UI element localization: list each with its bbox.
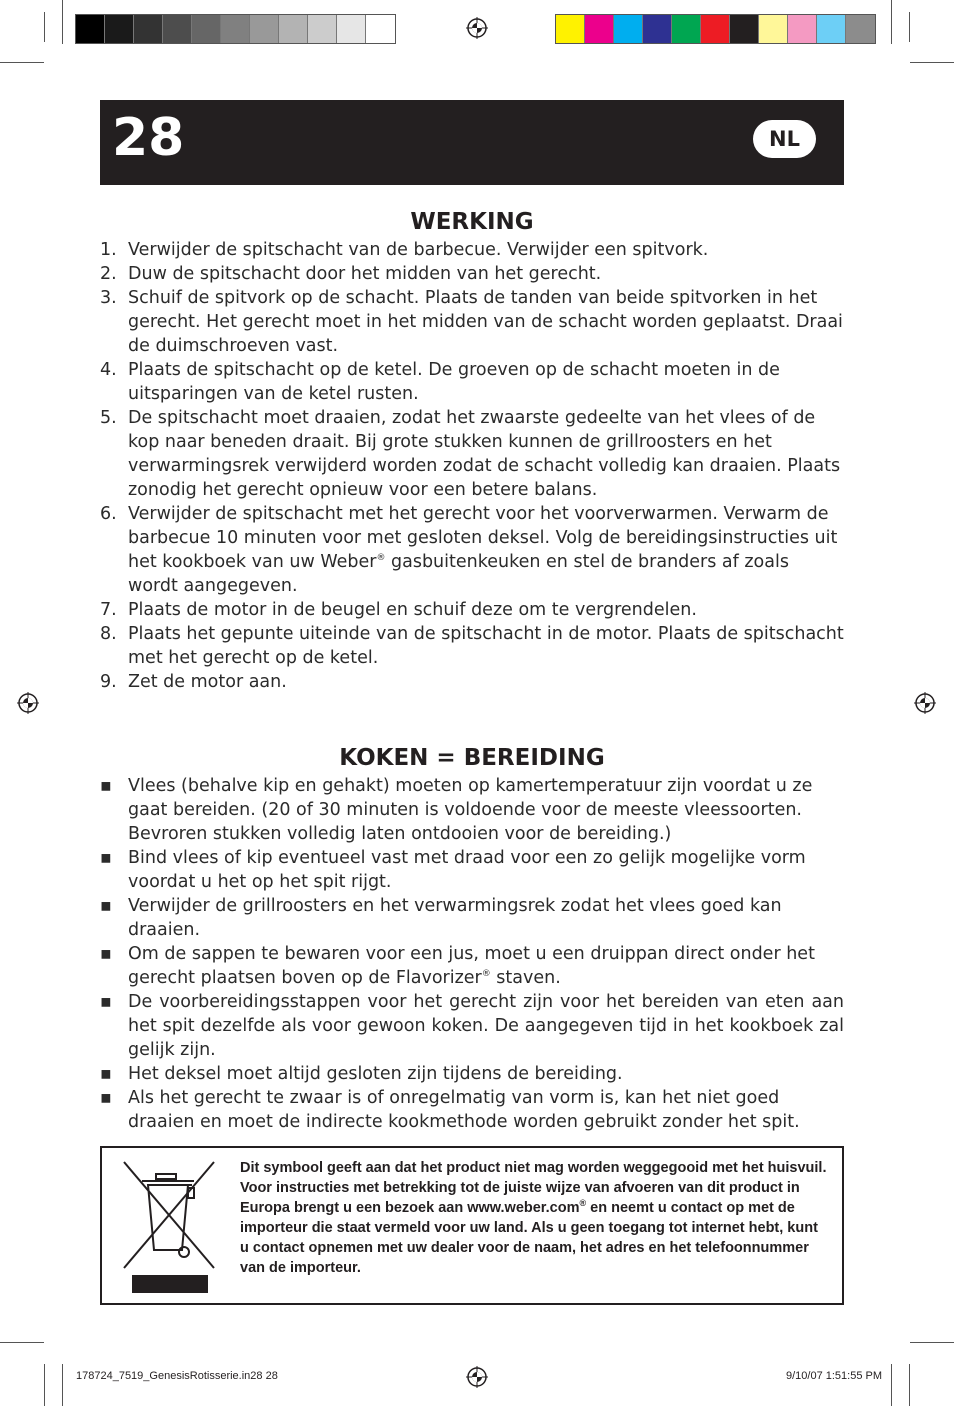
list-item: 7. Plaats de motor in de beugel en schuif deze om te vergrendelen. xyxy=(100,600,697,620)
crop-mark xyxy=(910,1342,954,1343)
color-swatch xyxy=(817,15,846,43)
color-swatch xyxy=(250,15,279,43)
registration-mark-icon xyxy=(17,692,39,714)
list-item: ▪ Bind vlees of kip eventueel vast met draad voor een zo gelijk mogelijke vorm voordat u het op het spit rijgt. xyxy=(100,848,806,892)
page-number: 28 xyxy=(112,108,185,168)
list-item: ▪ Vlees (behalve kip en gehakt) moeten op kamertemperatuur zijn voordat u ze gaat bereiden. (20 of 30 minuten is voldoende voor de meeste vleessoorten. Bevroren stukken volledig laten ontdooien voor de bereiding.) xyxy=(100,776,813,844)
color-swatch xyxy=(76,15,105,43)
list-item: 2. Duw de spitschacht door het midden van het gerecht. xyxy=(100,264,602,284)
list-item: 6. Verwijder de spitschacht met het gerecht voor het voorverwarmen. Verwarm de barbecue 10 minuten voor met gesloten deksel. Volg de bereidingsinstructies uit het kookboek van uw Weber® gasbuitenkeuken en stel de branders af zoals wordt aangegeven. xyxy=(100,504,838,596)
section-title-koken: KOKEN = BEREIDING xyxy=(339,745,605,771)
process-color-bar xyxy=(555,14,876,44)
list-item: 3. Schuif de spitvork op de schacht. Plaats de tanden van beide spitvorken in het gerecht. Het gerecht moet in het midden van de schacht worden geplaatst. Draai de duimschroeven vast. xyxy=(100,288,843,356)
werking-steps-list xyxy=(100,238,844,694)
crop-mark xyxy=(909,12,910,42)
color-swatch xyxy=(846,15,875,43)
color-swatch xyxy=(163,15,192,43)
color-swatch xyxy=(788,15,817,43)
list-item: ▪ De voorbereidingsstappen voor het gerecht zijn voor het bereiden van eten aan het spit dezelfde als voor gewoon koken. De aangegeven tijd in het kookboek zal gelijk zijn. xyxy=(100,992,844,1060)
crop-mark xyxy=(0,1342,44,1343)
color-swatch xyxy=(759,15,788,43)
list-item: ▪ Het deksel moet altijd gesloten zijn tijdens de bereiding. xyxy=(100,1064,623,1084)
color-swatch xyxy=(701,15,730,43)
color-swatch xyxy=(105,15,134,43)
color-swatch xyxy=(366,15,395,43)
language-badge: NL xyxy=(753,120,816,158)
crop-mark xyxy=(62,0,63,44)
color-swatch xyxy=(279,15,308,43)
crop-mark xyxy=(891,0,892,44)
color-swatch xyxy=(308,15,337,43)
list-item: ▪ Om de sappen te bewaren voor een jus, moet u een druippan direct onder het gerecht plaatsen boven op de Flavorizer® staven. xyxy=(100,944,815,988)
crop-mark xyxy=(910,62,954,63)
color-swatch xyxy=(730,15,759,43)
list-item: 1. Verwijder de spitschacht van de barbecue. Verwijder een spitvork. xyxy=(100,240,709,260)
crossed-out-wheelie-bin-icon xyxy=(122,1160,216,1295)
color-swatch xyxy=(337,15,366,43)
color-swatch xyxy=(672,15,701,43)
registration-mark-icon xyxy=(466,17,488,39)
disposal-notice-text: Dit symbool geeft aan dat het product niet mag worden weggegooid met het huisvuil. Voor instructies met betrekking tot de juiste wijze van afvoeren van dit product in Europa brengt u een bezoek aan www.weber.com® en neemt u contact op met de importeur die staat vermeld voor uw land. Als u geen toegang tot internet hebt, kunt u contact opnemen met uw dealer voor de naam, het adres en het telefoonnummer van de importeur. xyxy=(240,1160,827,1276)
crop-mark xyxy=(909,1364,910,1406)
disposal-notice-box xyxy=(100,1146,844,1305)
color-swatch xyxy=(556,15,585,43)
list-item: 8. Plaats het gepunte uiteinde van de spitschacht in de motor. Plaats de spitschacht met het gerecht op de ketel. xyxy=(100,624,844,668)
registration-mark-icon xyxy=(914,692,936,714)
grayscale-color-bar xyxy=(75,14,396,44)
color-swatch xyxy=(614,15,643,43)
color-swatch xyxy=(221,15,250,43)
footer-file-name: 178724_7519_GenesisRotisserie.in28 28 xyxy=(76,1370,278,1382)
koken-bullet-list xyxy=(100,774,844,1134)
crop-mark xyxy=(44,12,45,42)
footer-timestamp: 9/10/07 1:51:55 PM xyxy=(785,1370,882,1382)
list-item: 5. De spitschacht moet draaien, zodat het zwaarste gedeelte van het vlees of de kop naar beneden draait. Bij grote stukken kunnen de grillroosters en het verwarmingsrek verwijderd worden zodat de schacht volledig kan draaien. Plaats zonodig het gerecht opnieuw voor een betere balans. xyxy=(100,408,841,500)
crop-mark xyxy=(44,1364,45,1406)
list-item: ▪ Als het gerecht te zwaar is of onregelmatig van vorm is, kan het niet goed draaien en moet de indirecte kookmethode worden gebruikt zonder het spit. xyxy=(100,1088,800,1132)
list-item: 9. Zet de motor aan. xyxy=(100,672,287,692)
registration-mark-icon xyxy=(466,1366,488,1388)
section-title-werking: WERKING xyxy=(410,209,534,235)
color-swatch xyxy=(585,15,614,43)
crop-mark xyxy=(62,1364,63,1406)
list-item: 4. Plaats de spitschacht op de ketel. De groeven op de schacht moeten in de uitsparingen van de ketel rusten. xyxy=(100,360,780,404)
color-swatch xyxy=(192,15,221,43)
color-swatch xyxy=(643,15,672,43)
list-item: ▪ Verwijder de grillroosters en het verwarmingsrek zodat het vlees goed kan draaien. xyxy=(100,896,782,940)
crop-mark xyxy=(891,1364,892,1406)
color-swatch xyxy=(134,15,163,43)
page-header-bar xyxy=(100,100,844,185)
crop-mark xyxy=(0,62,44,63)
